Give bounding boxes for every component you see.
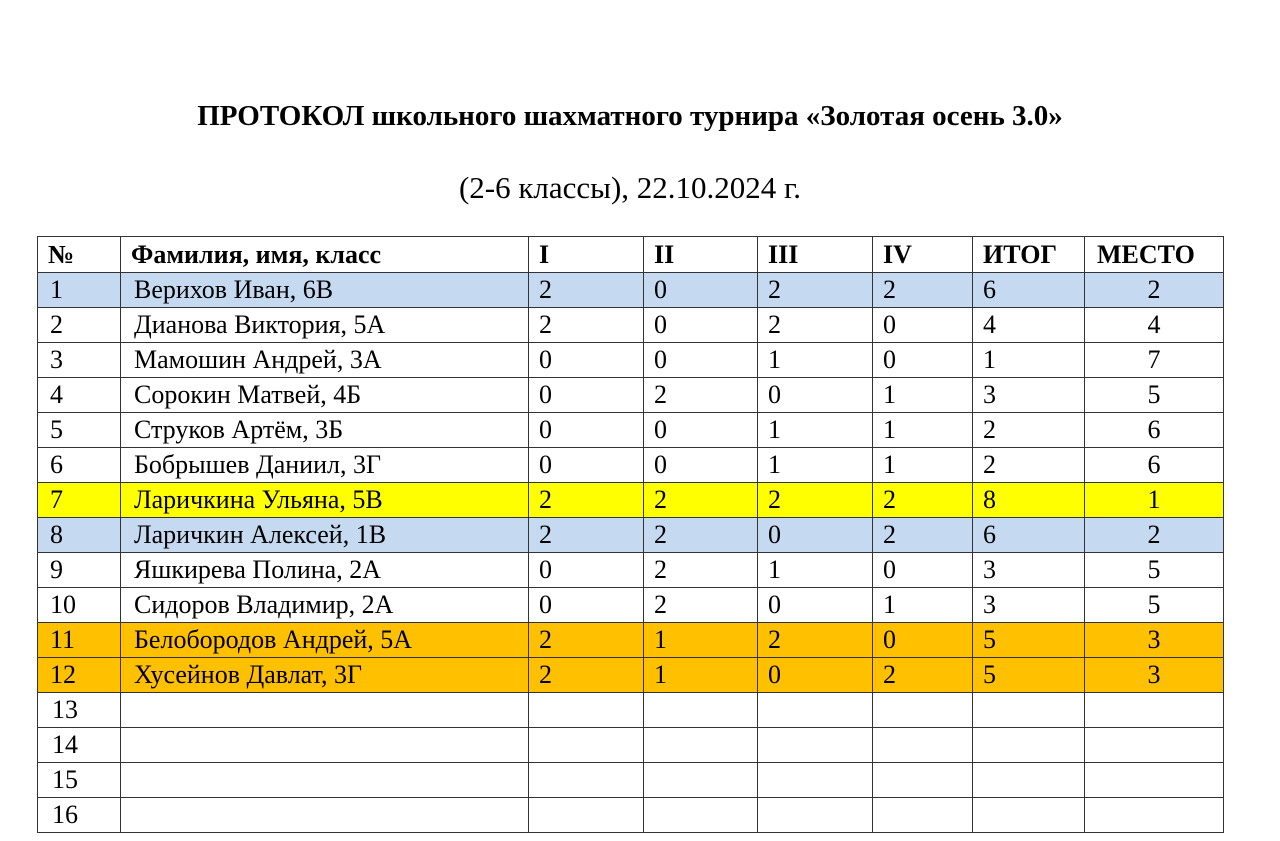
header-round-1: I	[529, 237, 644, 273]
table-row	[38, 273, 1224, 308]
header-place: МЕСТО	[1085, 237, 1224, 273]
round-2-score-cell: 0	[644, 343, 758, 378]
participant-name-cell: Дианова Виктория, 5А	[121, 308, 529, 343]
round-4-score-cell: 2	[873, 273, 973, 308]
place-cell: 4	[1085, 308, 1224, 343]
round-3-score-cell: 1	[758, 413, 873, 448]
empty-cell	[644, 798, 758, 833]
row-number-cell: 9	[38, 553, 121, 588]
empty-cell	[758, 728, 873, 763]
place-cell: 1	[1085, 483, 1224, 518]
empty-table-row	[38, 728, 1224, 763]
table-row	[38, 553, 1224, 588]
participant-name-cell: Белобородов Андрей, 5А	[121, 623, 529, 658]
round-2-score-cell: 0	[644, 448, 758, 483]
total-score-cell: 1	[973, 343, 1085, 378]
total-score-cell: 8	[973, 483, 1085, 518]
table-row	[38, 518, 1224, 553]
empty-cell	[529, 798, 644, 833]
table-row	[38, 308, 1224, 343]
round-3-score-cell: 2	[758, 273, 873, 308]
row-number-cell: 13	[38, 693, 121, 728]
empty-cell	[1085, 728, 1224, 763]
row-number-cell: 10	[38, 588, 121, 623]
total-score-cell: 2	[973, 413, 1085, 448]
place-cell: 2	[1085, 518, 1224, 553]
total-score-cell: 3	[973, 553, 1085, 588]
round-3-score-cell: 0	[758, 658, 873, 693]
round-1-score-cell: 2	[529, 483, 644, 518]
place-cell: 5	[1085, 588, 1224, 623]
header-number: №	[38, 237, 121, 273]
empty-table-row	[38, 763, 1224, 798]
participant-name-cell: Струков Артём, 3Б	[121, 413, 529, 448]
round-3-score-cell: 1	[758, 343, 873, 378]
participant-name-cell: Верихов Иван, 6В	[121, 273, 529, 308]
participant-name-cell: Мамошин Андрей, 3А	[121, 343, 529, 378]
round-1-score-cell: 2	[529, 518, 644, 553]
round-4-score-cell: 1	[873, 448, 973, 483]
table-row	[38, 588, 1224, 623]
table-header-row	[38, 237, 1224, 273]
empty-cell	[973, 798, 1085, 833]
table-row	[38, 658, 1224, 693]
round-4-score-cell: 1	[873, 413, 973, 448]
empty-cell	[121, 728, 529, 763]
row-number-cell: 2	[38, 308, 121, 343]
round-3-score-cell: 2	[758, 623, 873, 658]
results-table	[37, 236, 1224, 833]
total-score-cell: 3	[973, 588, 1085, 623]
table-row	[38, 378, 1224, 413]
participant-name-cell: Сорокин Матвей, 4Б	[121, 378, 529, 413]
place-cell: 2	[1085, 273, 1224, 308]
empty-table-row	[38, 693, 1224, 728]
round-4-score-cell: 0	[873, 623, 973, 658]
total-score-cell: 5	[973, 658, 1085, 693]
place-cell: 6	[1085, 413, 1224, 448]
document-title: ПРОТОКОЛ школьного шахматного турнира «Золотая осень 3.0»	[197, 100, 1063, 132]
round-3-score-cell: 0	[758, 378, 873, 413]
participant-name-cell: Бобрышев Даниил, 3Г	[121, 448, 529, 483]
empty-cell	[121, 763, 529, 798]
round-2-score-cell: 2	[644, 378, 758, 413]
place-cell: 3	[1085, 623, 1224, 658]
participant-name-cell: Сидоров Владимир, 2А	[121, 588, 529, 623]
empty-cell	[644, 763, 758, 798]
header-round-2: II	[644, 237, 758, 273]
participant-name-cell: Ларичкина Ульяна, 5В	[121, 483, 529, 518]
round-3-score-cell: 0	[758, 588, 873, 623]
table-row	[38, 343, 1224, 378]
empty-cell	[758, 798, 873, 833]
round-1-score-cell: 0	[529, 448, 644, 483]
table-row	[38, 623, 1224, 658]
row-number-cell: 15	[38, 763, 121, 798]
row-number-cell: 1	[38, 273, 121, 308]
table-body	[38, 273, 1224, 833]
place-cell: 5	[1085, 378, 1224, 413]
round-2-score-cell: 0	[644, 273, 758, 308]
round-4-score-cell: 2	[873, 518, 973, 553]
empty-cell	[758, 763, 873, 798]
table-row	[38, 413, 1224, 448]
empty-cell	[121, 693, 529, 728]
row-number-cell: 7	[38, 483, 121, 518]
round-1-score-cell: 0	[529, 378, 644, 413]
header-name: Фамилия, имя, класс	[121, 237, 529, 273]
round-2-score-cell: 0	[644, 413, 758, 448]
header-round-4: IV	[873, 237, 973, 273]
round-1-score-cell: 2	[529, 308, 644, 343]
place-cell: 6	[1085, 448, 1224, 483]
table-row	[38, 448, 1224, 483]
round-1-score-cell: 2	[529, 623, 644, 658]
row-number-cell: 3	[38, 343, 121, 378]
row-number-cell: 12	[38, 658, 121, 693]
place-cell: 7	[1085, 343, 1224, 378]
round-2-score-cell: 1	[644, 623, 758, 658]
empty-cell	[873, 798, 973, 833]
empty-cell	[529, 763, 644, 798]
empty-cell	[973, 693, 1085, 728]
round-2-score-cell: 2	[644, 483, 758, 518]
round-2-score-cell: 0	[644, 308, 758, 343]
row-number-cell: 4	[38, 378, 121, 413]
total-score-cell: 5	[973, 623, 1085, 658]
empty-cell	[644, 728, 758, 763]
round-4-score-cell: 2	[873, 483, 973, 518]
total-score-cell: 6	[973, 273, 1085, 308]
total-score-cell: 2	[973, 448, 1085, 483]
round-3-score-cell: 0	[758, 518, 873, 553]
row-number-cell: 6	[38, 448, 121, 483]
empty-cell	[973, 763, 1085, 798]
round-1-score-cell: 0	[529, 588, 644, 623]
round-1-score-cell: 0	[529, 553, 644, 588]
empty-cell	[873, 728, 973, 763]
empty-cell	[973, 728, 1085, 763]
round-4-score-cell: 0	[873, 553, 973, 588]
empty-cell	[1085, 693, 1224, 728]
round-3-score-cell: 2	[758, 308, 873, 343]
row-number-cell: 8	[38, 518, 121, 553]
round-2-score-cell: 2	[644, 553, 758, 588]
round-1-score-cell: 0	[529, 343, 644, 378]
total-score-cell: 3	[973, 378, 1085, 413]
header-total: ИТОГ	[973, 237, 1085, 273]
empty-cell	[1085, 798, 1224, 833]
round-4-score-cell: 0	[873, 343, 973, 378]
empty-cell	[758, 693, 873, 728]
empty-cell	[121, 798, 529, 833]
round-3-score-cell: 2	[758, 483, 873, 518]
participant-name-cell: Ларичкин Алексей, 1В	[121, 518, 529, 553]
round-2-score-cell: 2	[644, 518, 758, 553]
round-4-score-cell: 1	[873, 588, 973, 623]
round-4-score-cell: 1	[873, 378, 973, 413]
place-cell: 3	[1085, 658, 1224, 693]
total-score-cell: 6	[973, 518, 1085, 553]
round-3-score-cell: 1	[758, 553, 873, 588]
header-round-3: III	[758, 237, 873, 273]
row-number-cell: 16	[38, 798, 121, 833]
document-subtitle: (2-6 классы), 22.10.2024 г.	[458, 170, 802, 205]
empty-table-row	[38, 798, 1224, 833]
table-row	[38, 483, 1224, 518]
row-number-cell: 5	[38, 413, 121, 448]
empty-cell	[873, 763, 973, 798]
round-2-score-cell: 2	[644, 588, 758, 623]
round-1-score-cell: 0	[529, 413, 644, 448]
empty-cell	[529, 728, 644, 763]
row-number-cell: 11	[38, 623, 121, 658]
round-1-score-cell: 2	[529, 273, 644, 308]
place-cell: 5	[1085, 553, 1224, 588]
row-number-cell: 14	[38, 728, 121, 763]
participant-name-cell: Хусейнов Давлат, 3Г	[121, 658, 529, 693]
empty-cell	[644, 693, 758, 728]
round-1-score-cell: 2	[529, 658, 644, 693]
empty-cell	[529, 693, 644, 728]
round-4-score-cell: 0	[873, 308, 973, 343]
participant-name-cell: Яшкирева Полина, 2А	[121, 553, 529, 588]
empty-cell	[873, 693, 973, 728]
round-4-score-cell: 2	[873, 658, 973, 693]
round-2-score-cell: 1	[644, 658, 758, 693]
total-score-cell: 4	[973, 308, 1085, 343]
empty-cell	[1085, 763, 1224, 798]
round-3-score-cell: 1	[758, 448, 873, 483]
